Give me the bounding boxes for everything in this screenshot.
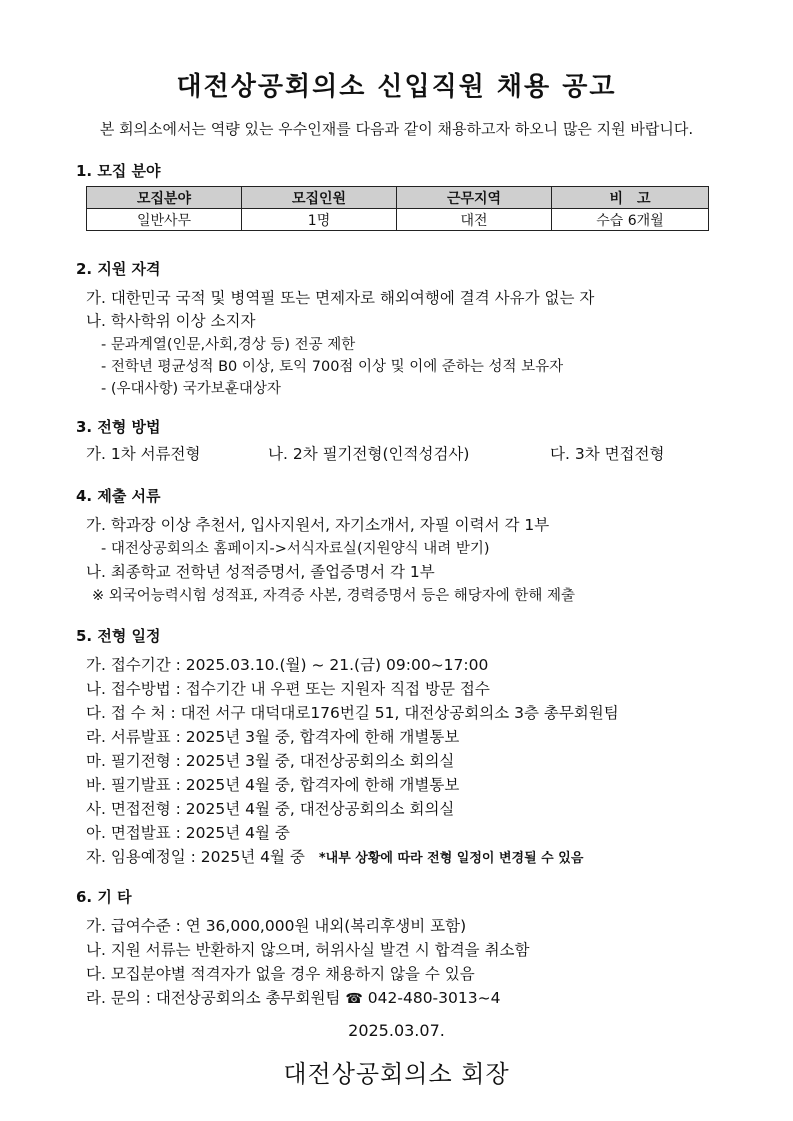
schedule-line: 라. 서류발표 : 2025년 3월 중, 합격자에 한해 개별통보: [86, 728, 460, 746]
section-heading-selection-method: 3. 전형 방법: [76, 418, 161, 436]
schedule-change-warning: *내부 상황에 따라 전형 일정이 변경될 수 있음: [318, 851, 584, 866]
qualification-sub-line: - 전학년 평균성적 B0 이상, 토익 700점 이상 및 이에 준하는 성적 보유자: [101, 359, 564, 375]
notice-date: 2025.03.07.: [348, 1021, 445, 1040]
qualification-sub-line: - 문과계열(인문,사회,경상 등) 전공 제한: [101, 337, 356, 353]
section-heading-documents: 4. 제출 서류: [76, 487, 161, 505]
schedule-line-last: [86, 845, 583, 867]
schedule-line: 바. 필기발표 : 2025년 4월 중, 합격자에 한해 개별통보: [86, 776, 460, 794]
intro-text: 본 회의소에서는 역량 있는 우수인재를 다음과 같이 채용하고자 하오니 많은 지원 바랍니다.: [99, 120, 694, 138]
qualification-sub-line: - (우대사항) 국가보훈대상자: [101, 381, 281, 397]
table-cell: 일반사무: [87, 209, 242, 231]
recruit-table: [86, 186, 709, 231]
table-cell: 1명: [242, 209, 397, 231]
schedule-line: 사. 면접전형 : 2025년 4월 중, 대전상공회의소 회의실: [86, 800, 455, 818]
documents-note: ※ 외국어능력시험 성적표, 자격증 사본, 경력증명서 등은 해당자에 한해 제출: [92, 588, 576, 604]
issuer-name: 대전상공회의소 회장: [283, 1060, 510, 1088]
schedule-line: 아. 면접발표 : 2025년 4월 중: [86, 824, 290, 842]
table-header-cell: 비 고: [552, 187, 709, 209]
section-heading-qualification: 2. 지원 자격: [76, 260, 161, 278]
etc-line: 나. 지원 서류는 반환하지 않으며, 허위사실 발견 시 합격을 취소함: [86, 941, 530, 959]
qualification-line: 나. 학사학위 이상 소지자: [86, 312, 256, 330]
etc-line: 다. 모집분야별 적격자가 없을 경우 채용하지 않을 수 있음: [86, 965, 475, 983]
selection-step: 나. 2차 필기전형(인적성검사): [268, 445, 470, 463]
selection-step: 다. 3차 면접전형: [550, 445, 665, 463]
documents-line: 나. 최종학교 전학년 성적증명서, 졸업증명서 각 1부: [86, 563, 435, 581]
etc-line: 가. 급여수준 : 연 36,000,000원 내외(복리후생비 포함): [86, 917, 467, 935]
table-row: [87, 209, 709, 231]
documents-line: 가. 학과장 이상 추천서, 입사지원서, 자기소개서, 자필 이력서 각 1부: [86, 516, 550, 534]
schedule-line: 다. 접 수 처 : 대전 서구 대덕대로176번길 51, 대전상공회의소 3층 총무회원팀: [86, 704, 619, 722]
section-heading-schedule: 5. 전형 일정: [76, 627, 161, 645]
table-cell: 수습 6개월: [552, 209, 709, 231]
contact-phone: 042-480-3013~4: [367, 989, 501, 1007]
document-title: 대전상공회의소 신입직원 채용 공고: [176, 72, 617, 102]
table-header-row: [87, 187, 709, 209]
documents-sub-line: - 대전상공회의소 홈페이지->서식자료실(지원양식 내려 받기): [101, 541, 490, 557]
section-heading-etc: 6. 기 타: [76, 888, 132, 906]
schedule-line: 가. 접수기간 : 2025.03.10.(월) ~ 21.(금) 09:00~17:00: [86, 656, 489, 674]
qualification-line: 가. 대한민국 국적 및 병역필 또는 면제자로 해외여행에 결격 사유가 없는 자: [86, 289, 595, 307]
contact-line: [86, 986, 500, 1008]
table-header-cell: 근무지역: [397, 187, 552, 209]
table-header-cell: 모집분야: [87, 187, 242, 209]
table-header-cell: 모집인원: [242, 187, 397, 209]
schedule-line: 나. 접수방법 : 접수기간 내 우편 또는 지원자 직접 방문 접수: [86, 680, 490, 698]
schedule-line: 마. 필기전형 : 2025년 3월 중, 대전상공회의소 회의실: [86, 752, 455, 770]
table-cell: 대전: [397, 209, 552, 231]
section-heading-recruit-field: 1. 모집 분야: [76, 162, 161, 180]
selection-step: 가. 1차 서류전형: [86, 445, 201, 463]
phone-icon: ☎: [345, 991, 363, 1007]
appointment-date-text: 자. 임용예정일 : 2025년 4월 중: [86, 848, 305, 866]
contact-text: 라. 문의 : 대전상공회의소 총무회원팀: [86, 989, 341, 1007]
